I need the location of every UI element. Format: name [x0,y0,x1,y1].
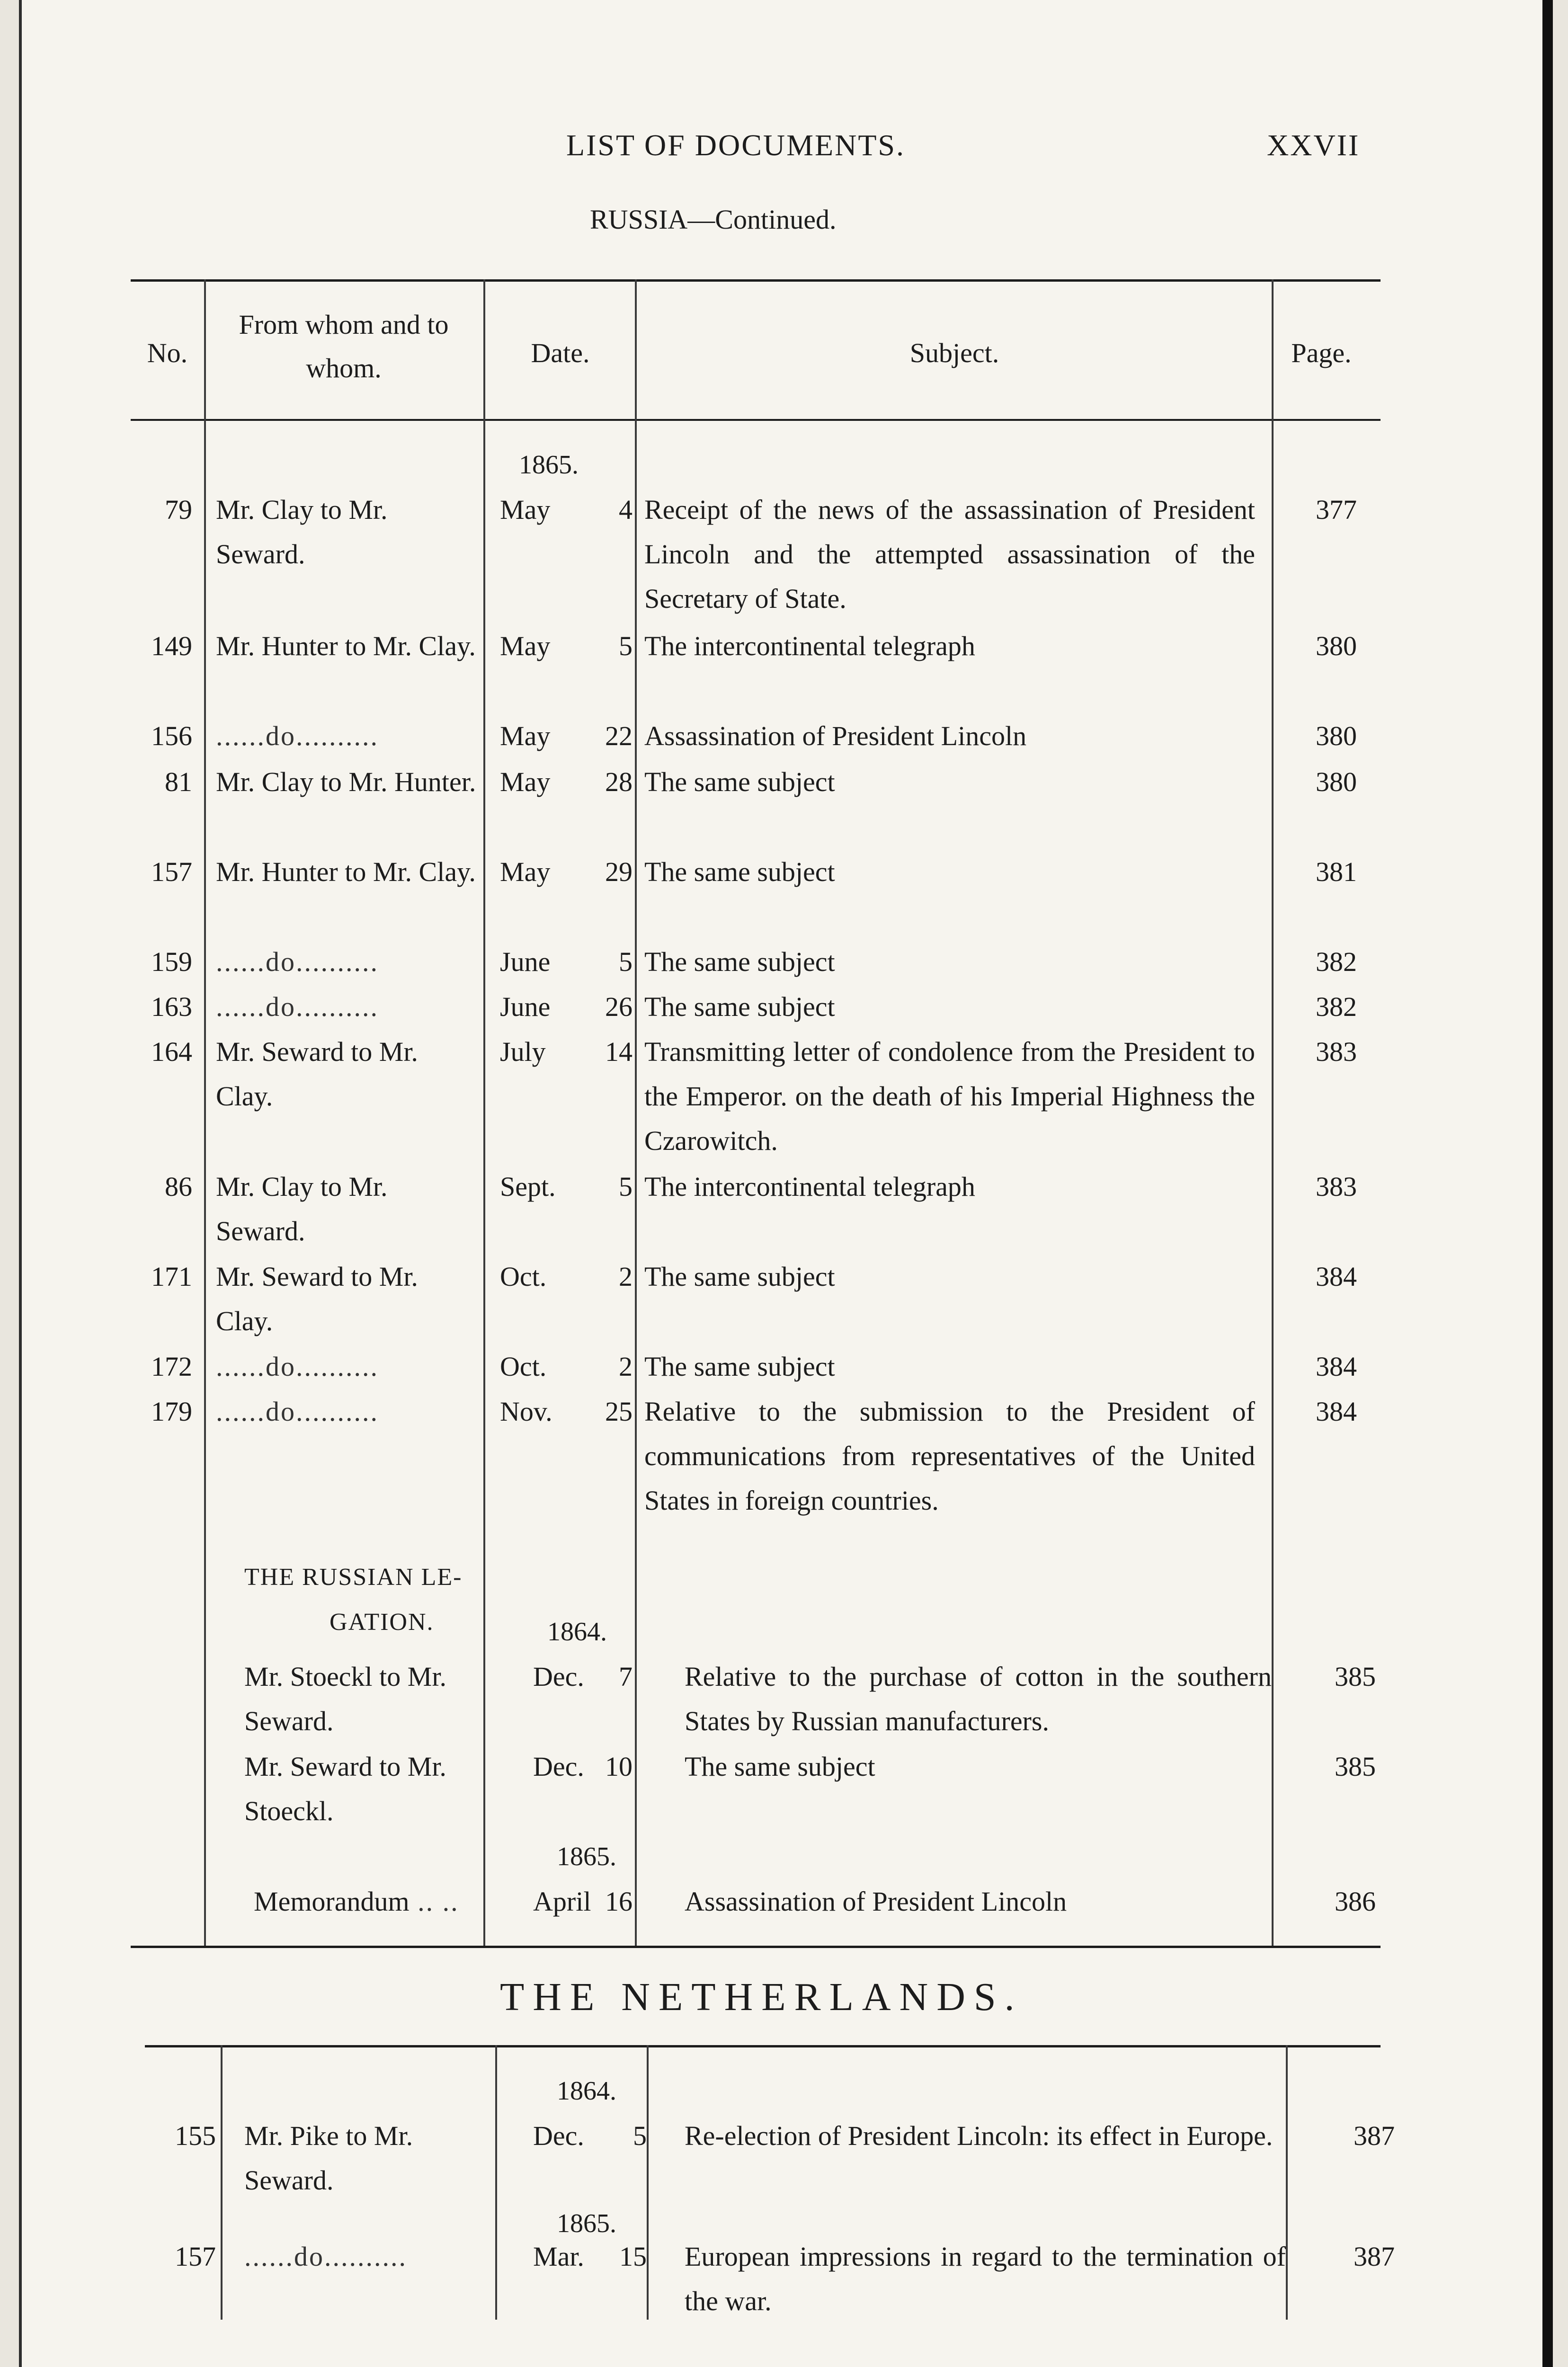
date-day: 5 [619,631,633,661]
netherlands-title: THE NETHERLANDS. [500,1975,1023,2019]
date-day: 25 [605,1396,633,1427]
row-number: 86 [165,1171,192,1202]
page-ref: 384 [1316,1396,1357,1427]
row-number: 171 [151,1261,192,1292]
page-ref: 384 [1316,1351,1357,1382]
from-whom: Mr. Pike to Mr. Seward. [244,2120,413,2196]
date-month: May [500,631,551,661]
column-divider [635,279,637,1946]
page-ref: 383 [1316,1171,1357,1202]
netherlands-top-rule [145,2045,1381,2047]
date-day: 2 [619,1261,633,1292]
table-top-rule [131,279,1381,282]
date-day: 2 [619,1351,633,1382]
subject-text: The same subject [644,1351,835,1382]
page-ref: 385 [1335,1751,1376,1782]
page-ref: 377 [1316,494,1357,525]
date-month: May [500,721,551,751]
date-day: 4 [619,494,633,525]
from-whom: Mr. Hunter to Mr. Clay. [216,631,476,661]
column-divider [204,279,206,1946]
from-whom: Mr. Clay to Mr. Seward. [216,1171,388,1246]
from-whom: Mr. Seward to Mr. Clay. [216,1036,418,1112]
date-month: May [500,766,551,797]
date-month: Oct. [500,1261,547,1292]
from-whom: Mr. Hunter to Mr. Clay. [216,856,476,887]
column-divider [1272,279,1274,1946]
running-head [22,128,1499,175]
subject-text: Relative to the submission to the President of communications from representatives of the United States in foreign countries. [644,1396,1255,1516]
row-number: 163 [151,991,192,1022]
column-header-page: Page. [1291,338,1352,368]
row-number: 156 [151,721,192,751]
date-day: 15 [619,2241,647,2272]
legation-heading: THE RUSSIAN LE- [244,1564,463,1591]
from-whom: Mr. Seward to Mr. Stoeckl. [244,1751,446,1826]
date-month: Nov. [500,1396,552,1427]
ditto: do [266,991,296,1022]
subject-text: The intercontinental telegraph [644,631,975,661]
page-title: LIST OF DOCUMENTS. [566,128,905,162]
from-whom: Mr. Clay to Mr. Seward. [216,494,388,570]
year-label: 1865. [519,450,579,480]
subject-text: The same subject [644,856,835,887]
ditto: do [266,721,296,751]
page-ref: 384 [1316,1261,1357,1292]
date-day: 5 [619,946,633,977]
row-number: 179 [151,1396,192,1427]
date-month: Dec. [533,2120,584,2151]
page-ref: 387 [1354,2241,1395,2272]
subject-text: Assassination of President Lincoln [685,1886,1067,1917]
from-whom: ......do.......... [216,721,379,751]
ditto: do [266,1396,296,1427]
page-ref: 380 [1316,631,1357,661]
memorandum-label: Memorandum [254,1886,410,1917]
date-day: 16 [605,1886,633,1917]
from-whom: Memorandum .. .. [254,1886,459,1917]
page-ref: 386 [1335,1886,1376,1917]
row-number: 172 [151,1351,192,1382]
page-ref: 383 [1316,1036,1357,1067]
date-month: June [500,946,551,977]
date-day: 7 [619,1661,633,1692]
date-day: 28 [605,766,633,797]
subject-text: European impressions in regard to the termination of the war. [685,2241,1286,2316]
ditto: do [294,2241,324,2272]
row-number: 81 [165,766,192,797]
date-day: 22 [605,721,633,751]
row-number: 157 [175,2241,216,2272]
subject-text: Transmitting letter of condolence from the President to the Emperor. on the death of his Imperial Highness the Czarowitch. [644,1036,1255,1156]
page-ref: 380 [1316,721,1357,751]
row-number: 164 [151,1036,192,1067]
subject-text: The intercontinental telegraph [644,1171,975,1202]
from-whom: ......do.......... [216,991,379,1022]
date-month: April [533,1886,591,1917]
subject-text: Relative to the purchase of cotton in the southern States by Russian manufacturers. [685,1661,1272,1736]
column-divider [647,2045,649,2320]
from-whom: ......do.......... [244,2241,407,2272]
date-month: May [500,494,551,525]
year-label: 1864. [547,1617,607,1646]
year-label: 1864. [557,2076,616,2106]
subject-text: Receipt of the news of the assassination of President Lincoln and the attempted assassination of the Secretary of State. [644,494,1255,614]
subject-text: The same subject [644,991,835,1022]
row-number: 155 [175,2120,216,2151]
from-whom: ......do.......... [216,946,379,977]
ditto: do [266,946,296,977]
from-whom: Mr. Seward to Mr. Clay. [216,1261,418,1336]
column-header-from: From whom and to whom. [239,309,449,383]
document-page [19,0,1553,2367]
column-header-date: Date. [531,338,590,368]
page-number-roman: XXVII [1267,128,1360,162]
from-whom: Mr. Stoeckl to Mr. Seward. [244,1661,446,1736]
legation-heading: GATION. [330,1609,434,1636]
table-header-rule [131,419,1381,421]
date-month: Oct. [500,1351,547,1382]
page-ref: 381 [1316,856,1357,887]
column-divider [1286,2045,1288,2320]
date-month: Dec. [533,1661,584,1692]
date-day: 14 [605,1036,633,1067]
page-ref: 382 [1316,946,1357,977]
year-label: 1865. [557,1842,616,1871]
table-bottom-rule [131,1946,1381,1948]
row-number: 149 [151,631,192,661]
page-ref: 382 [1316,991,1357,1022]
column-divider [495,2045,497,2320]
row-number: 79 [165,494,192,525]
ditto: do [266,1351,296,1382]
from-whom: ......do.......... [216,1396,379,1427]
date-day: 26 [605,991,633,1022]
column-header-no: No. [147,338,188,368]
section-subtitle: RUSSIA—Continued. [590,204,837,235]
subject-text: The same subject [685,1751,875,1782]
date-month: Dec. [533,1751,584,1782]
date-day: 10 [605,1751,633,1782]
column-divider [221,2045,223,2320]
subject-text: The same subject [644,946,835,977]
date-month: June [500,991,551,1022]
page-ref: 380 [1316,766,1357,797]
row-number: 157 [151,856,192,887]
row-number: 159 [151,946,192,977]
subject-text: Assassination of President Lincoln [644,721,1027,751]
subject-text: The same subject [644,1261,835,1292]
page-ref: 387 [1354,2120,1395,2151]
page-ref: 385 [1335,1661,1376,1692]
date-month: Sept. [500,1171,556,1202]
date-day: 5 [633,2120,647,2151]
date-month: May [500,856,551,887]
from-whom: ......do.......... [216,1351,379,1382]
date-day: 29 [605,856,633,887]
date-month: July [500,1036,546,1067]
subject-text: Re-election of President Lincoln: its effect in Europe. [685,2120,1273,2151]
year-label: 1865. [557,2209,616,2238]
from-whom: Mr. Clay to Mr. Hunter. [216,766,476,797]
date-month: Mar. [533,2241,584,2272]
subject-text: The same subject [644,766,835,797]
column-header-subject: Subject. [909,338,999,368]
date-day: 5 [619,1171,633,1202]
